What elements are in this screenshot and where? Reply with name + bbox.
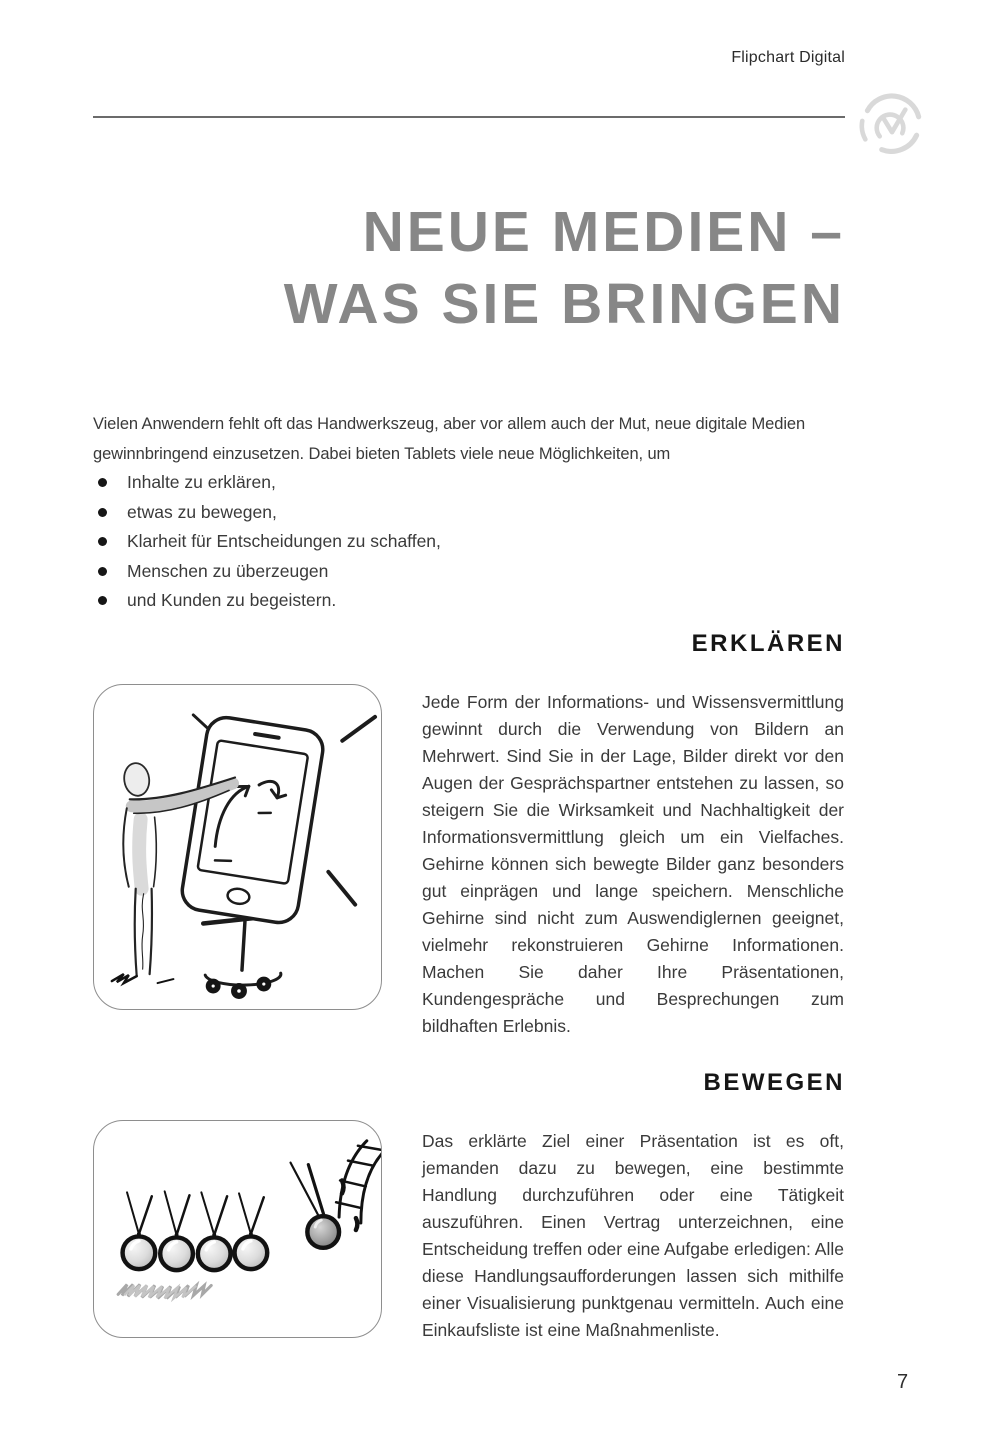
list-item-text: etwas zu bewegen, bbox=[127, 501, 277, 522]
brand-swirl-logo-icon bbox=[851, 84, 933, 166]
list-item-text: Klarheit für Entscheidungen zu schaffen, bbox=[127, 531, 441, 552]
swinging-ball bbox=[291, 1163, 340, 1248]
list-item bbox=[93, 586, 793, 616]
list-item bbox=[93, 527, 793, 557]
bullet-icon bbox=[98, 596, 107, 605]
flipchart-stand bbox=[203, 915, 288, 999]
bullet-icon bbox=[98, 537, 107, 546]
page-number: 7 bbox=[897, 1371, 909, 1393]
tablet-sketch bbox=[179, 715, 325, 926]
list-item bbox=[93, 498, 793, 528]
figure-bewegen bbox=[93, 1120, 382, 1338]
page-title-line1: NEUE MEDIEN – bbox=[362, 200, 845, 264]
page-title bbox=[284, 196, 845, 340]
bullet-icon bbox=[98, 508, 107, 517]
list-item bbox=[93, 557, 793, 587]
motion-arcs bbox=[336, 1141, 381, 1230]
bullet-list bbox=[93, 468, 793, 616]
list-item-text: Inhalte zu erklären, bbox=[127, 472, 276, 493]
section-heading-erklaeren: ERKLÄREN bbox=[691, 630, 845, 657]
list-item-text: und Kunden zu begeistern. bbox=[127, 590, 337, 611]
figure-erklaeren bbox=[93, 684, 382, 1010]
newtons-cradle-sketch-illustration bbox=[94, 1121, 381, 1337]
page-title-line2: WAS SIE BRINGEN bbox=[283, 272, 845, 336]
tablet-presenter-sketch-illustration bbox=[94, 685, 381, 1009]
ground-scribble bbox=[112, 974, 174, 983]
bullet-icon bbox=[98, 478, 107, 487]
running-header: Flipchart Digital bbox=[731, 49, 845, 66]
intro-paragraph: Vielen Anwendern fehlt oft das Handwerkszeug, aber vor allem auch der Mut, neue digitale Medien gewinnbringend einzusetzen. Dabei bieten Tablets viele neue Möglichkeiten, um bbox=[93, 415, 806, 463]
list-item bbox=[93, 468, 793, 498]
bullet-icon bbox=[98, 567, 107, 576]
section-body-bewegen: Das erklärte Ziel einer Präsentation ist es oft, jemanden dazu zu bewegen, eine bestimmte Handlung durchzuführen oder eine Tätigkeit auszuführen. Einen Vertrag unterzeichnen, eine Entscheidung treffen oder eine Aufgabe erledigen: Alle diese Handlungsaufforderungen lassen sich mithilfe einer Visualisierung punktgenau vermitteln. Auch eine Einkaufsliste ist eine Maßnahmenliste. bbox=[422, 1131, 844, 1340]
header-rule bbox=[93, 116, 845, 118]
section-body-erklaeren: Jede Form der Informations- und Wissensvermittlung gewinnt durch die Verwendung von Bildern an Mehrwert. Sind Sie in der Lage, Bilder direkt vor den Augen der Gesprächspartner entstehen zu lassen, so steigern Sie die Wirksamkeit und Nachhaltigkeit der Informationsvermittlung gleich um ein Vielfaches. Gehirne können sich bewegte Bilder ganz besonders gut einprägen und lange speichern. Menschliche Gehirne sind nicht zum Auswendiglernen geeignet, vielmehr rekonstruieren Gehirne Informationen. Machen Sie daher Ihre Präsentationen, Kundengespräche und Besprechungen zum bildhaften Erlebnis. bbox=[422, 692, 844, 1036]
section-heading-bewegen: BEWEGEN bbox=[703, 1069, 845, 1096]
resting-balls bbox=[123, 1191, 268, 1270]
list-item-text: Menschen zu überzeugen bbox=[127, 560, 329, 581]
